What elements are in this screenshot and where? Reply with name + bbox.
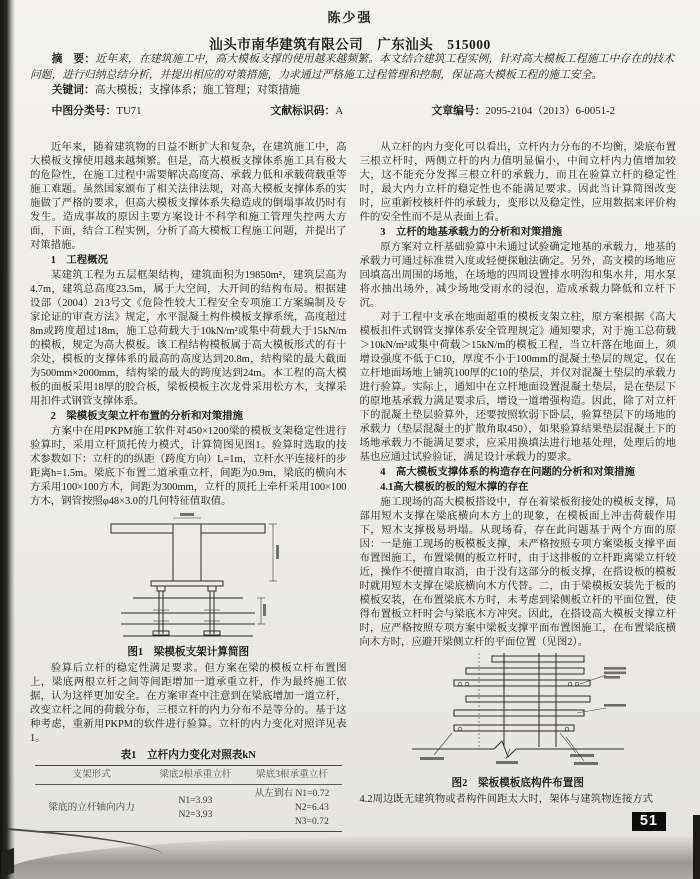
clc-number [30,104,249,120]
section-3-paragraph-2: 对于工程中支承在地面超重的模板支架立柱，原方案根据《高大模板扣件式钢管支撑体系安全管理规定》通知要求，对于施工总荷载＞10kN/m²或集中荷载＞15kN/m的模板工程，当立杆落在地面上，须增设强度不低于C10，厚度不小于100mm的混凝土垫层的规定，仅在立杆地面场地上铺筑100厚的C10的垫层，并仅对混凝土垫层的承载力进行验算。实际上，通知中在立杆地面设置混凝土垫层，是在垫层下的原地基承载力满足要求后，增设一道增强构造。因此，除了对立杆下的混凝土垫层验算外，还要按照软弱下卧层，验算垫层下的场地的承载力（垫层混凝土的扩散角取450），如果验算结果垫层混凝土下的场地承载力不能满足要求，应采用换填法进行地基处理，处理后的地基也应通过试验验证，满足设计承载力的要求。 [359,312,676,463]
right-column [360,141,677,839]
scan-bottom-right-edge [693,815,700,879]
section-4-2-line: 4.2周边既无建筑物或者构件间距太大时，架体与建筑物连接方式 [359,794,654,805]
table-1-col2-cell [149,785,243,832]
table-1-col2-line2: N2=3.93 [178,809,213,820]
table-1-col1-header: 支架形式 [35,766,149,785]
table-1-col3-line3: N3=0.72 [294,816,329,827]
article-id-value: 2095-2104（2013）6-0051-2 [485,104,616,117]
fig1-slab-right [201,524,265,533]
masthead [0,7,700,53]
doc-code-value: A [335,104,344,117]
keywords [30,83,674,99]
table-1-header-row [35,766,342,785]
table-1-col3-header: 梁底3根承重立杆 [242,766,342,785]
fig1-bearing-plate [151,581,223,586]
clc-label: 中图分类号： [51,104,117,117]
keywords-text: 高大模板；支撑体系；施工管理；对策措施 [94,84,300,96]
keywords-label: 关键词： [51,84,95,96]
section-3-heading: 3 立杆的地基承载力的分析和对策措施 [380,227,563,238]
abstract [30,52,674,83]
fig1-base-pad-left [153,631,169,635]
fig2-post-lines [479,653,556,747]
fig1-beam [173,524,201,581]
figure-2-caption: 图2 梁板模板底构件布置图 [451,778,584,789]
section-2-paragraph-2: 验算后立杆的稳定性满足要求。但方案在梁的模板立杆布置图上，梁底两根立杆之间等间距增加一道承重立杆，作为最终施工依据，认为这样更加安全。在方案审查中注意到在梁底增加一道立杆，改变立杆之间的荷载分布，三根立杆的内力分布不是等分的。基于这种考虑，重新用PKPM的软件进行验算。立杆的内力变化对照详见表1。 [30,663,347,744]
figure2-plan-layout-diagram [404,653,632,771]
fig1-top-dim-label [180,513,194,516]
figure-1-caption: 图1 梁模板支架计算简图 [127,647,250,658]
abstract-text: 近年来，在建筑施工中，高大模板支撑的使用越来越频繁。本文结合建筑工程实例，针对高大模板工程施工中存在的技术问题，进行归纳总结分析，并提出相应的对策措施，力求通过严格施工过程管理和控制，保证高大模板工程的施工安全。 [30,53,674,81]
figure1-support-calc-diagram [93,512,283,640]
fig1-slab-left [111,524,173,533]
scan-left-edge-shadow [0,0,15,879]
table-1-row-label: 梁底的立杆轴向内力 [48,802,135,813]
table-1 [35,765,342,832]
table-1-caption: 表1 立杆内力变化对照表kN [120,750,256,761]
abstract-label: 摘 要： [51,53,96,65]
fig1-dimension-right [269,524,279,581]
article-meta [30,52,674,119]
intro-paragraph: 近年来，随着建筑物的日益不断扩大和复杂，在建筑施工中，高大模板支撑使用越来越频繁。但是，高大模板支撑体系施工具有极大的危险性，在施工过程中需要解决高度高、承载力低和承载荷载重等施工难题。虽然国家颁布了相关法律法规，对高大模板支撑体系的实施做了严格的要求，但高大模板支撑体系失稳造成的倒塌事故仍时有发生。造成事故的原因主要方案设计不科学和施工管理失控两大方面，下面，结合工程实例，分析了高大模板工程施工问题，并提出了对策措施。 [30,142,347,251]
section-4-heading: 4 高大模板支撑体系的构造存在问题的分析和对策措施 [380,467,635,478]
table-1-col2-header: 梁底2根承重立杆 [149,766,243,785]
doc-code [249,104,410,120]
section-2-paragraph: 方案中在用PKPM施工软件对450×1200梁的模板支架稳定性进行验算时，采用立杆顶托传力模式，计算简图见图1。验算时选取的技术参数如下：立杆的的纵距（跨度方向）L=1m，立杆水平连接杆的步距离h=1.5m。梁底下布置二道承重立杆，间距为0.9m，梁底的横向木方采用100×100方木，间距为300mm，立杆的顶托上牵杆采用100×100方木，钢管按照φ48×3.0的几何特征值取值。 [30,426,347,507]
fig1-jack-right [208,586,216,591]
analysis-paragraph: 从立杆的内力变化可以看出，立杆内力分布的不均衡，梁底布置三根立杆时，两侧立杆的内力值明显偏小，中间立杆内力值增加较大，这不能充分发挥三根立杆的承载力，而且在验算立杆的稳定性时，最大内力立杆的稳定性也不能满足要求。因此当计算简图改变时，应重新校核杆件的承载力，变形以及稳定性，应用数据来评价构件的安全性而不是从表面上看。 [359,142,676,223]
fig2-coupler-marks [458,682,578,730]
table-1-col3-line1: 从左到右 N1=0.72 [254,788,330,799]
table-1-col3-line2: N2=6.43 [294,802,329,813]
two-column-body [30,141,676,839]
fig2-timber-bars [454,656,590,731]
left-column [30,141,347,839]
fig1-jack-left [157,586,165,591]
article-id-label: 文章编号： [431,104,486,117]
figure-1 [30,512,347,660]
author-name: 陈少强 [327,10,373,25]
article-id [410,104,674,120]
section-1-paragraph: 某建筑工程为五层框架结构，建筑面积为19850m²，建筑层高为4.7m，建筑总高度23.5m，属于大空间，大开间的结构布局。根据建设部（2004）213号文《危险性较大工程安全专项施工方案编制及专家论证的审查方法》规定，水平混凝土构件模板支撑系统，高度超过8m或跨度超过18m，施工总荷载大于10kN/m²或集中荷载大于15kN/m的模板，规定为高大模板。该工程结构模板属于高大模板形式的有十余处，模板的支撑体系的最高的高度达到20.8m，结构梁的最大截面为500mm×2000mm，结构梁的最大的跨度达到24m。本工程的高大模板的面板采用18厚的胶合板，梁板模板主次龙骨采用松方木，支撑采用扣件式钢管支撑体系。 [30,270,347,407]
table-1-col2-line1: N1=3.93 [178,795,213,806]
doc-code-label: 文献标识码： [270,104,336,117]
table-1-col3-cell [242,785,342,832]
section-4-1-heading: 4.1高大模板的板的短木撑的存在 [380,482,529,493]
fig1-ledgers [121,598,255,624]
fig1-dimension-mid [257,598,266,624]
section-1-heading: 1 工程概况 [50,255,108,266]
table-row [35,785,342,832]
fig1-base-pad-right [204,631,220,635]
page-number: 51 [632,812,666,831]
figure-2 [360,653,677,791]
clc-value: TU71 [116,104,142,117]
section-2-heading: 2 梁模板支架立杆布置的分析和对策措施 [50,411,244,422]
section-4-1-paragraph: 施工现场的高大模板搭设中，存在着梁板衔接处的模板支撑，局部用短木支撑在梁底横向木方上的现象，在模板面上冲击荷载作用下，短木支撑极易坍塌。从现场看，存在此问题基于两个方面的原因：一是施工现场的板模板支撑，未严格按照专项方案梁板支撑平面布置图施工，布置梁侧的板立杆时，由于这排板的立杆距离梁立杆较近，操作不便擅自取消，由于没有这部分的板支撑，在搭设板的模板时就用短木支撑在梁底横向木方代替。二，由于梁模板安装先于板的模板安装，在布置梁底木方时，未考虑到梁侧板立杆的平面位置，使得布置板立杆时会与梁底木方冲突。因此，在搭设高大模板支撑立杆时，应严格按照专项方案中梁板支撑平面布置图施工，在布置梁底横向木方时，应避开梁侧立杆的平面位置（见图2）。 [359,497,676,648]
scan-bottom-left-mark [1,848,14,877]
author-affiliation: 汕头市南华建筑有限公司 广东汕头 515000 [209,37,491,52]
section-3-paragraph-1: 原方案对立杆基础验算中未通过试验确定地基的承载力，地基的承载力可通过标准贯入度或轻便探触法确定。另外，高支模的场地应回填高出周围的场地，在场地的四周设置排水明沟和集水井，用水泵将水抽出场外，减少场地受雨水的浸泡，造成承载力降低和立杆下沉。 [359,242,676,309]
classification-row [30,104,674,120]
